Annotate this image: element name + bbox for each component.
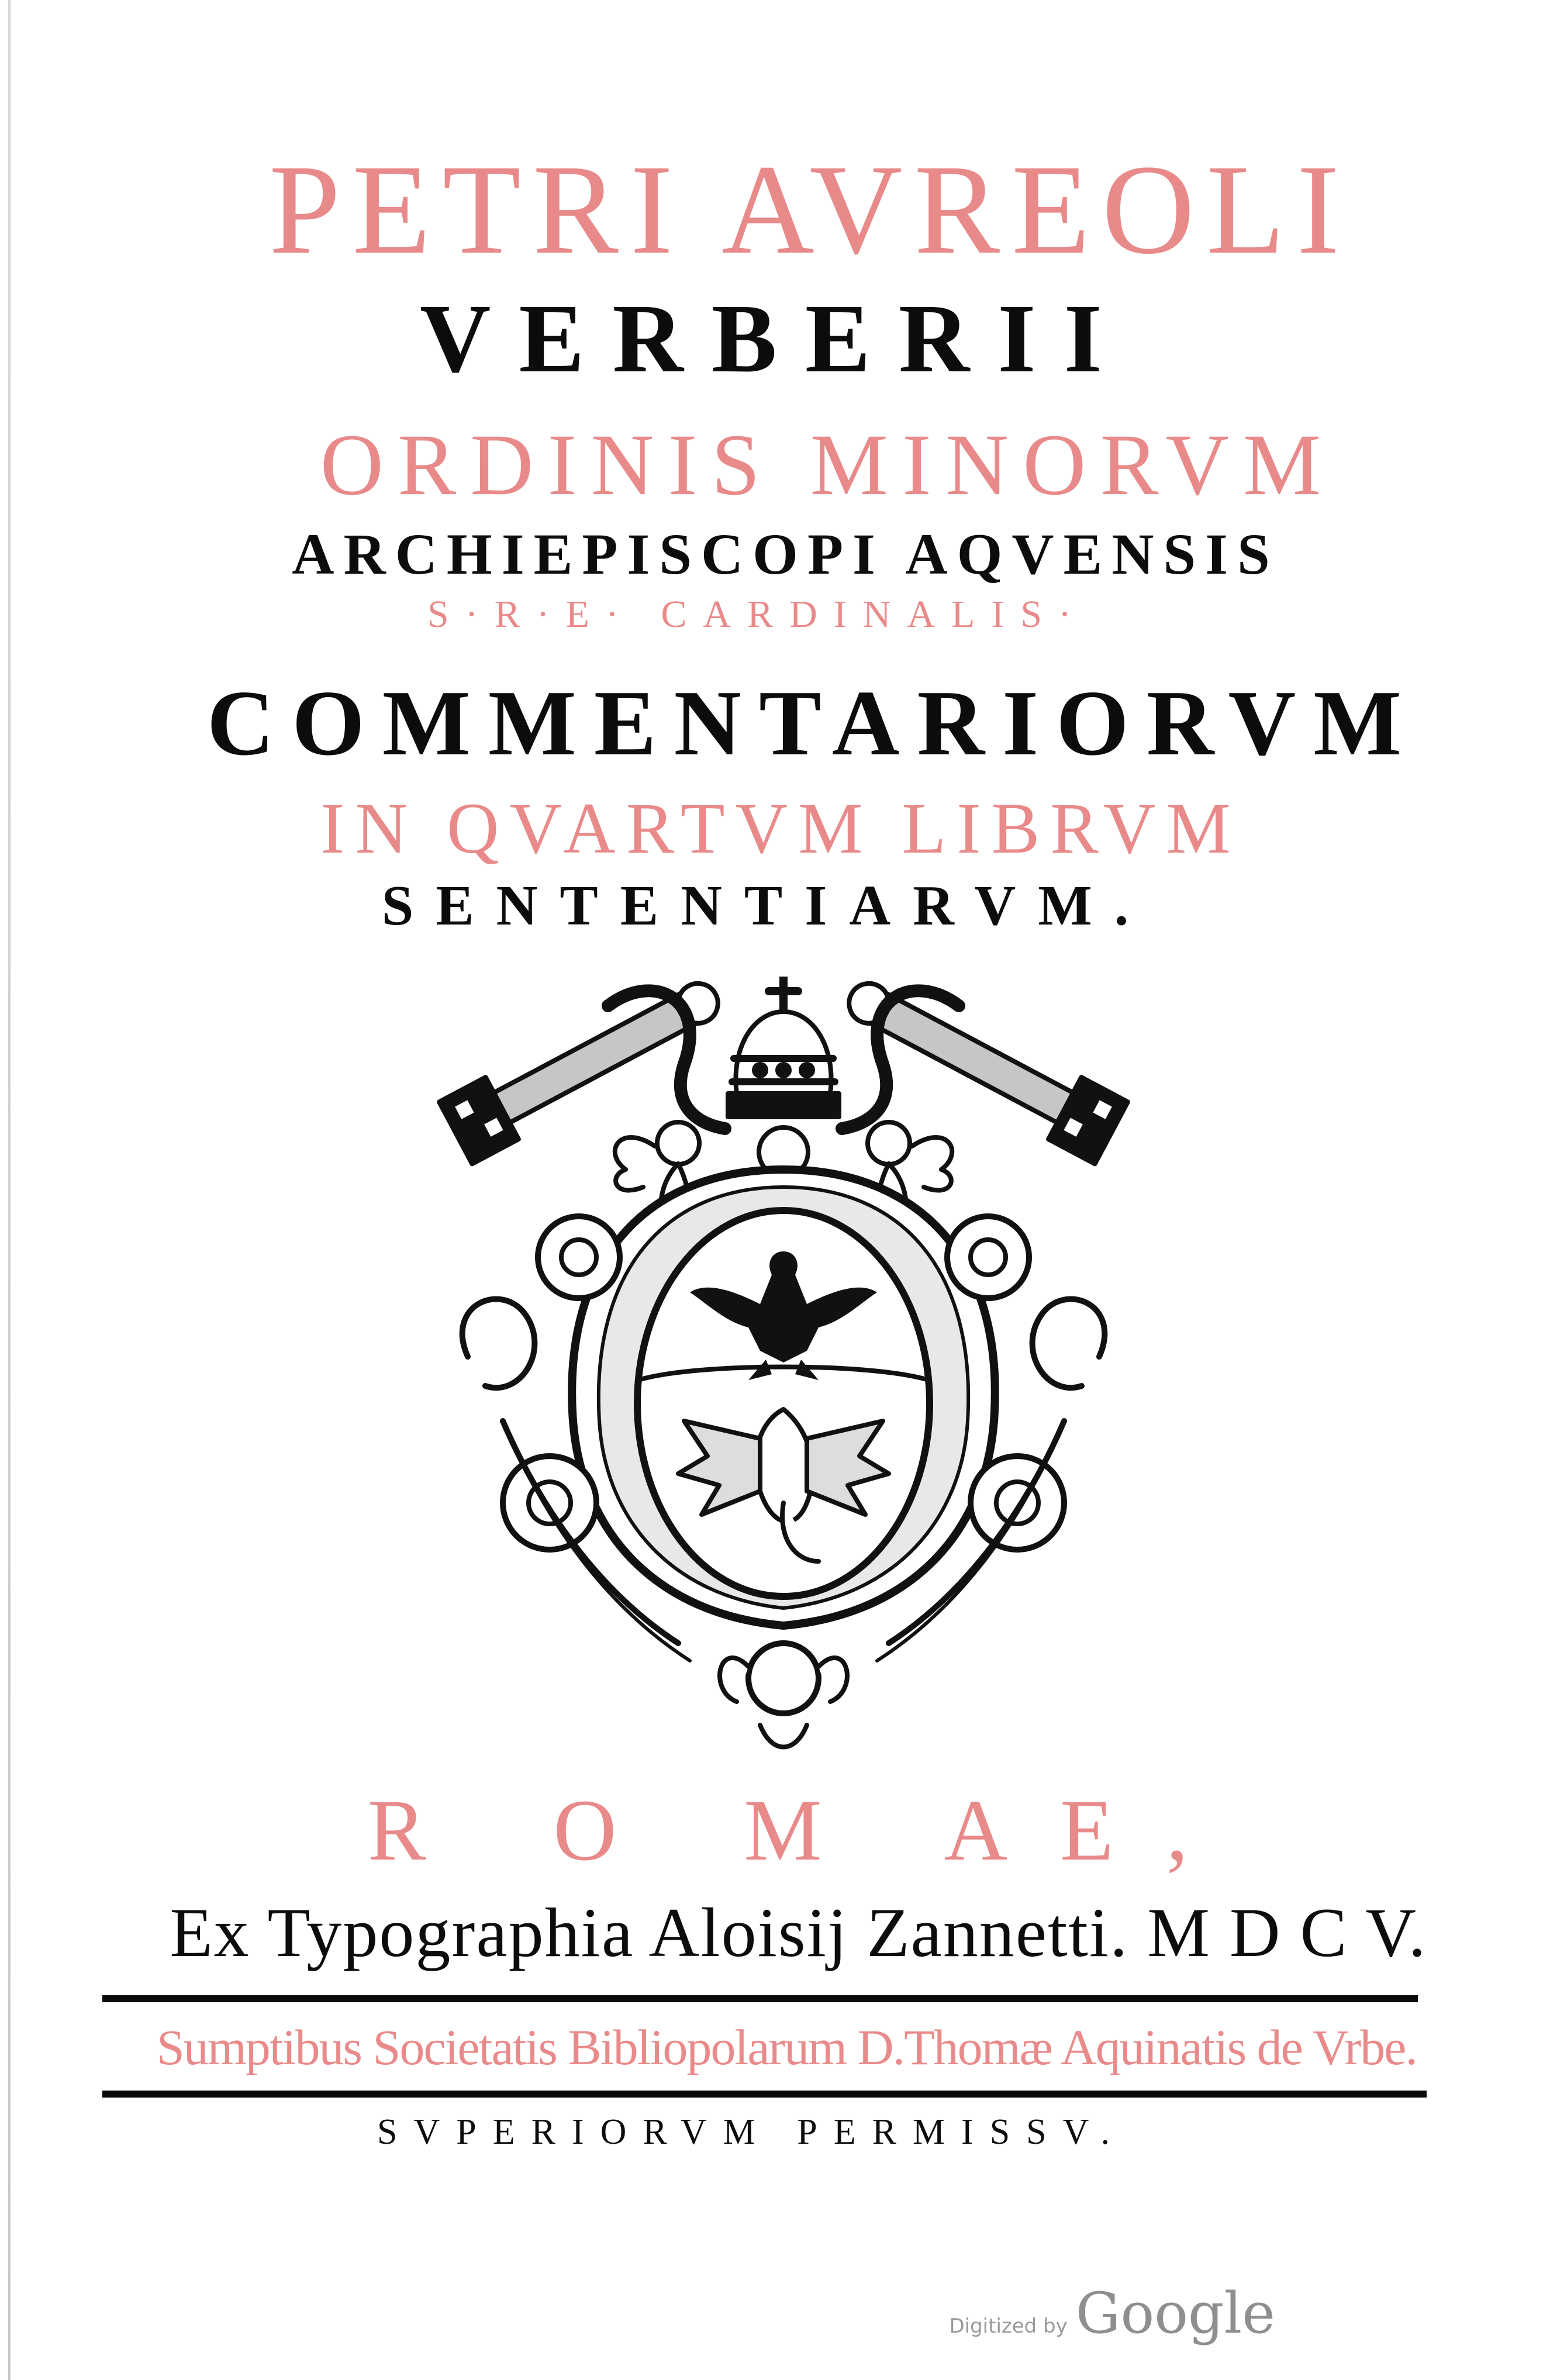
title-order: ORDINIS MINORVM <box>320 416 1335 513</box>
title-fourth-book: IN QVARTVM LIBRVM <box>320 788 1241 868</box>
bottom-rule <box>102 2091 1427 2098</box>
title-commentary: COMMENTARIORVM <box>206 671 1420 775</box>
title-author-name: PETRI AVREOLI <box>268 138 1352 281</box>
bottom-cherub-icon <box>720 1643 847 1747</box>
top-rule <box>102 1995 1418 2002</box>
title-author-origin: VERBERII <box>420 284 1130 393</box>
papal-tiara-icon <box>728 977 839 1117</box>
title-cardinal: S·R·E· CARDINALIS· <box>427 593 1088 636</box>
imprint-permission: SVPERIORVM PERMISSV. <box>377 2112 1126 2152</box>
google-watermark <box>949 2281 1275 2346</box>
watermark-prefix: Digitized by <box>949 2315 1068 2338</box>
shield-icon <box>637 1210 930 1596</box>
title-archbishop: ARCHIEPISCOPI AQVENSIS <box>292 522 1279 587</box>
title-sentences: SENTENTIARVM. <box>381 874 1151 937</box>
watermark-brand: Google <box>1075 2281 1275 2346</box>
imprint-printer: Ex Typographia Aloisij Zannetti. M D C V. <box>170 1893 1427 1971</box>
imprint-place: R O M AE, <box>367 1782 1241 1879</box>
imprint-sponsor: Sumptibus Societatis Bibliopolarum D.Thomæ Aquinatis de Vrbe. <box>157 2019 1417 2075</box>
papal-coat-of-arms-icon <box>433 977 1134 1772</box>
